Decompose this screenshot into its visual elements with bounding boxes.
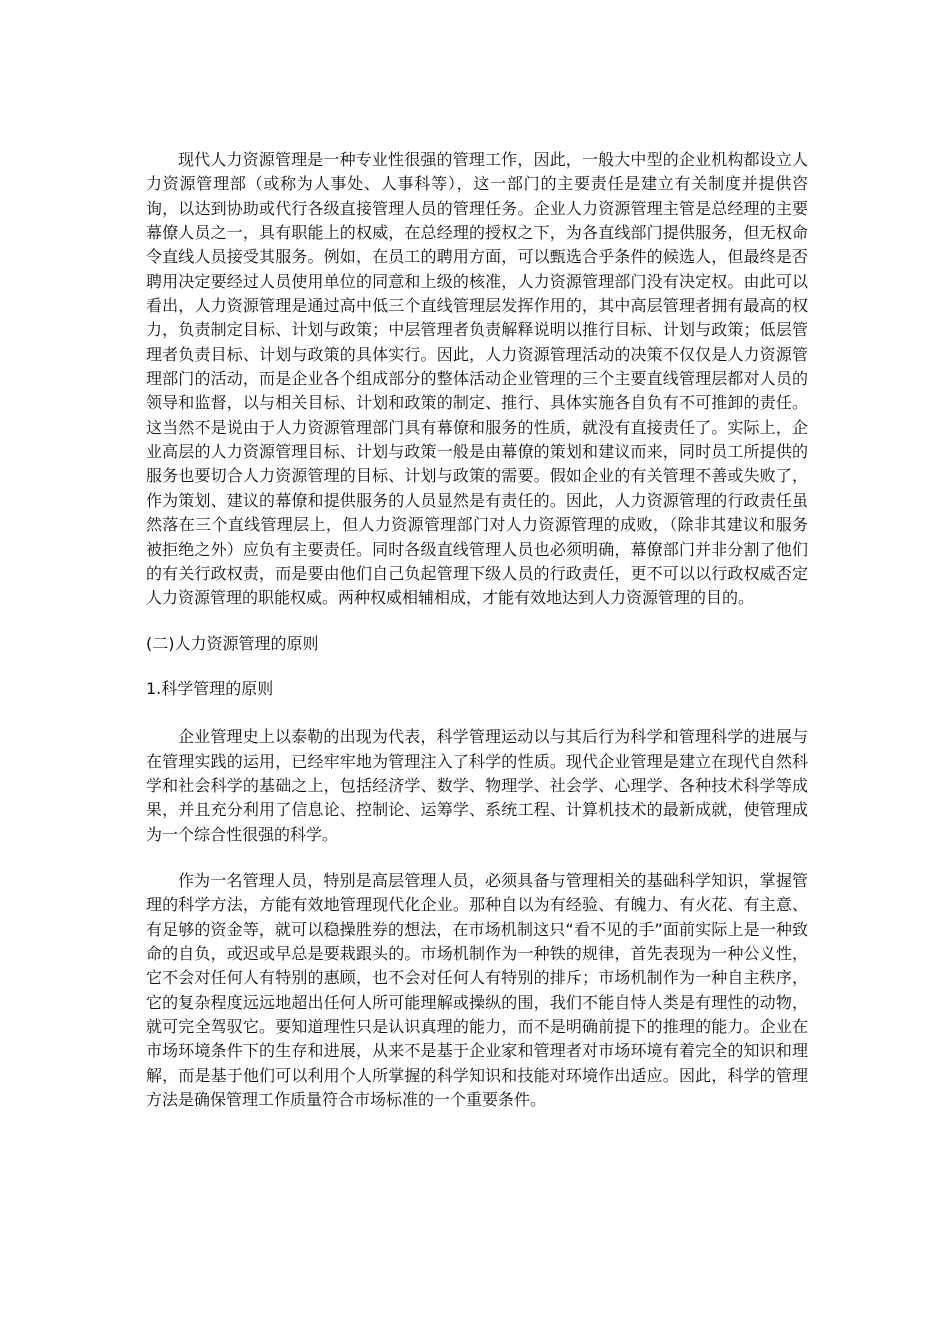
paragraph-scientific-management-history: 企业管理史上以泰勒的出现为代表，科学管理运动以与其后行为科学和管理科学的进展与在管理实践的运用，已经牢牢地为管理注入了科学的性质。现代企业管理是建立在现代自然科学和社会科学的基础之上，包括经济学、数学、物理学、社会学、心理学、各种技术科学等成果，并且充分利用了信息论、控制论、运筹学、系统工程、计算机技术的最新成就，使管理成为一个综合性很强的科学。 — [146, 727, 808, 844]
paragraph-hr-department-responsibility: 现代人力资源管理是一种专业性很强的管理工作，因此，一般大中型的企业机构都设立人力资源管理部（或称为人事处、人事科等），这一部门的主要责任是建立有关制度并提供咨询，以达到协助或代行各级直接管理人员的管理任务。企业人力资源管理主管是总经理的主要幕僚人员之一，具有职能上的权威，在总经理的授权之下，为各直线部门提供服务，但无权命令直线人员接受其服务。例如，在员工的聘用方面，可以甄选合乎条件的候选人，但最终是否聘用决定要经过人员使用单位的同意和上级的核准，人力资源管理部门没有决定权。由此可以看出，人力资源管理是通过高中低三个直线管理层发挥作用的，其中高层管理者拥有最高的权力，负责制定目标、计划与政策；中层管理者负责解释说明以推行目标、计划与政策；低层管理者负责目标、计划与政策的具体实行。因此，人力资源管理活动的决策不仅仅是人力资源管理部门的活动，而是企业各个组成部分的整体活动企业管理的三个主要直线管理层都对人员的领导和监督，以与相关目标、计划和政策的制定、推行、具体实施各自负有不可推卸的责任。这当然不是说由于人力资源管理部门具有幕僚和服务的性质，就没有直接责任了。实际上，企业高层的人力资源管理目标、计划与政策一般是由幕僚的策划和建议而来，同时员工所提供的服务也要切合人力资源管理的目标、计划与政策的需要。假如企业的有关管理不善或失败了，作为策划、建议的幕僚和提供服务的人员显然是有责任的。因此，人力资源管理的行政责任虽然落在三个直线管理层上，但人力资源管理部门对人力资源管理的成败，（除非其建议和服务被拒绝之外）应负有主要责任。同时各级直线管理人员也必须明确，幕僚部门并非分割了他们的有关行政权责，而是要由他们自己负起管理下级人员的行政责任，更不可以以行政权威否定人力资源管理的职能权威。两种权威相辅相成，才能有效地达到人力资源管理的目的。 — [146, 150, 808, 608]
document-body — [146, 148, 808, 1112]
section-heading-hr-principles: (二)人力资源管理的原则 — [146, 633, 319, 653]
paragraph-manager-scientific-knowledge: 作为一名管理人员，特别是高层管理人员，必须具备与管理相关的基础科学知识，掌握管理的科学方法，方能有效地管理现代化企业。那种自以为有经验、有魄力、有火花、有主意、有足够的资金等，就可以稳操胜券的想法，在市场机制这只“看不见的手”面前实际上是一种致命的自负，或迟或早总是要栽跟头的。市场机制作为一种铁的规律，首先表现为一种公义性，它不会对任何人有特别的惠顾，也不会对任何人有特别的排斥；市场机制作为一种自主秩序，它的复杂程度远远地超出任何人所可能理解或操纵的围，我们不能自恃人类是有理性的动物，就可完全驾驭它。要知道理性只是认识真理的能力，而不是明确前提下的推理的能力。企业在市场环境条件下的生存和进展，从来不是基于企业家和管理者对市场环境有着完全的知识和理解，而是基于他们可以利用个人所掌握的科学知识和技能对环境作出适应。因此，科学的管理方法是确保管理工作质量符合市场标准的一个重要条件。 — [146, 870, 808, 1110]
subsection-heading-scientific-management: 1.科学管理的原则 — [146, 678, 274, 698]
